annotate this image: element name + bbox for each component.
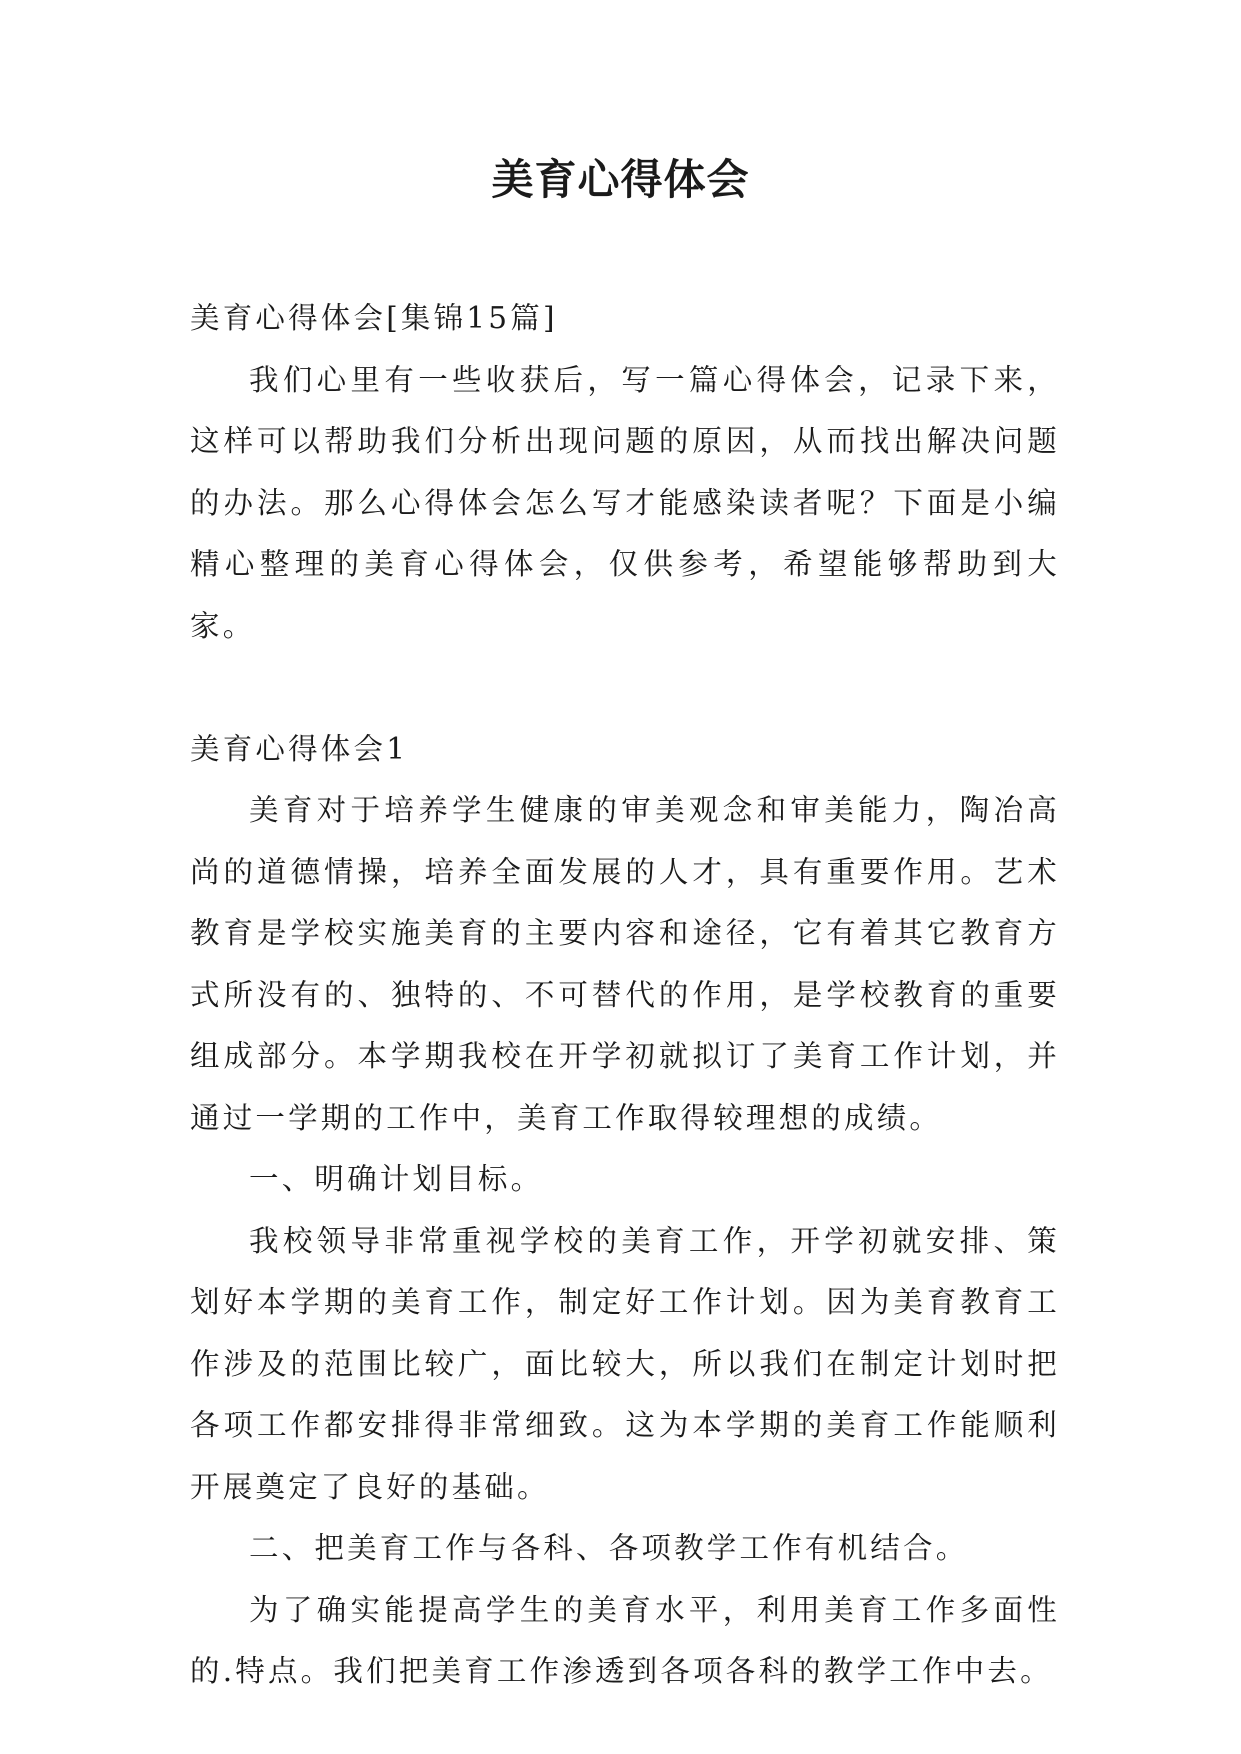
section-paragraph: 美育对于培养学生健康的审美观念和审美能力，陶冶高尚的道德情操，培养全面发展的人才，具有重要作用。艺术教育是学校实施美育的主要内容和途径，它有着其它教育方式所没有的、独特的、不可替代的作用，是学校教育的重要组成部分。本学期我校在开学初就拟订了美育工作计划，并通过一学期的工作中，美育工作取得较理想的成绩。 (190, 793, 1060, 1135)
section-subheading: 二、把美育工作与各科、各项教学工作有机结合。 (249, 1531, 969, 1565)
intro-paragraph: 我们心里有一些收获后，写一篇心得体会，记录下来，这样可以帮助我们分析出现问题的原因，从而找出解决问题的办法。那么心得体会怎么写才能感染读者呢？下面是小编精心整理的美育心得体会，仅供参考，希望能够帮助到大家。 (190, 362, 1060, 643)
section-heading: 美育心得体会1 (190, 731, 409, 766)
section-paragraph: 我校领导非常重视学校的美育工作，开学初就安排、策划好本学期的美育工作，制定好工作计划。因为美育教育工作涉及的范围比较广，面比较大，所以我们在制定计划时把各项工作都安排得非常细致。这为本学期的美育工作能顺利开展奠定了良好的基础。 (190, 1223, 1060, 1504)
document-body (190, 288, 1060, 1703)
section-paragraph: 为了确实能提高学生的美育水平，利用美育工作多面性的.特点。我们把美育工作渗透到各项各科的教学工作中去。 (190, 1592, 1060, 1688)
document-subtitle: 美育心得体会[集锦15篇] (190, 301, 558, 335)
section-spacer (190, 657, 1060, 719)
section-subheading: 一、明确计划目标。 (249, 1162, 544, 1196)
document-title: 美育心得体会 (491, 155, 750, 204)
